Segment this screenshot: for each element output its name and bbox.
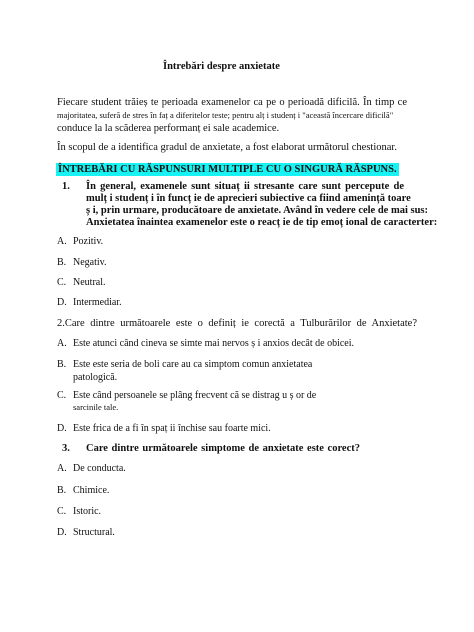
option-text: Este atunci când cineva se simte mai nervos ș i anxios decât de obicei. <box>73 338 355 349</box>
option-text: Intermediar. <box>73 297 122 308</box>
section-heading-text: ÎNTREBĂRI CU RĂSPUNSURI MULTIPLE CU O SINGURĂ RĂSPUNS. <box>58 164 397 175</box>
q3-question: Care dintre următoarele simptome de anxietate este corect? <box>86 443 360 454</box>
q1-option[interactable] <box>57 277 106 288</box>
q2-option[interactable] <box>57 338 354 349</box>
option-text: Pozitiv. <box>73 236 104 247</box>
q2-option-continuation: sarcinile tale. <box>73 402 119 412</box>
option-letter: B. <box>57 257 67 268</box>
q1-option[interactable] <box>57 257 107 268</box>
option-letter: A. <box>57 236 67 247</box>
q3-option[interactable] <box>57 485 109 496</box>
option-letter: C. <box>57 277 67 288</box>
option-letter: D. <box>57 297 67 308</box>
q3-number: 3. <box>62 443 70 454</box>
option-text: Este frica de a fi în spaț ii închise sau foarte mici. <box>73 423 271 434</box>
q1-option[interactable] <box>57 297 122 308</box>
option-letter: B. <box>57 485 67 496</box>
option-text: Istoric. <box>73 506 102 517</box>
option-text: Neutral. <box>73 277 106 288</box>
option-letter: D. <box>57 423 67 434</box>
q1-line-4: Anxietatea înaintea examenelor este o reacț ie de tip emoț ional de caracterter: <box>86 217 438 228</box>
option-text: Chimice. <box>73 485 110 496</box>
option-letter: A. <box>57 338 67 349</box>
option-text: Este este seria de boli care au ca simptom comun anxietatea <box>73 359 313 370</box>
document-title: Întrebări despre anxietate <box>163 61 280 72</box>
intro-line-2: majoritatea, suferă de stres în faț a diferitelor teste; pentru alț i studenț i "această încercare dificilă" <box>57 110 394 120</box>
q2-option[interactable] <box>57 359 312 370</box>
option-text: De conducta. <box>73 463 126 474</box>
q1-number: 1. <box>62 181 70 192</box>
option-letter: C. <box>57 390 67 401</box>
q2-option[interactable] <box>57 390 316 401</box>
option-text: Structural. <box>73 527 115 538</box>
q2-option[interactable] <box>57 423 271 434</box>
option-text: Negativ. <box>73 257 107 268</box>
q1-line-1: În general, examenele sunt situaț ii stresante care sunt percepute de <box>86 181 404 192</box>
section-heading <box>56 159 399 177</box>
option-text: Este când persoanele se plâng frecvent că se distrag u ș or de <box>73 390 317 401</box>
q1-option[interactable] <box>57 236 103 247</box>
q3-option[interactable] <box>57 527 115 538</box>
option-letter: D. <box>57 527 67 538</box>
option-letter: C. <box>57 506 67 517</box>
option-letter: B. <box>57 359 67 370</box>
q3-option[interactable] <box>57 463 126 474</box>
q2-question: 2.Care dintre următoarele este o definiț ie corectă a Tulburărilor de Anxietate? <box>57 318 417 329</box>
intro-line-4: În scopul de a identifica gradul de anxietate, a fost elaborat următorul chestionar. <box>57 142 397 153</box>
q2-option-continuation: patologică. <box>73 372 118 383</box>
intro-line-3: conduce la la scăderea performanț ei sale academice. <box>57 123 280 134</box>
q1-line-3: ș i, prin urmare, producătoare de anxietate. Având în vedere cele de mai sus: <box>86 205 429 216</box>
intro-line-1: Fiecare student trăieș te perioada examenelor ca pe o perioadă dificilă. În timp ce <box>57 97 407 108</box>
q3-option[interactable] <box>57 506 101 517</box>
option-letter: A. <box>57 463 67 474</box>
q1-line-2: mulț i studenț i în funcț ie de aprecieri subiective ca fiind amenință toare <box>86 193 411 204</box>
